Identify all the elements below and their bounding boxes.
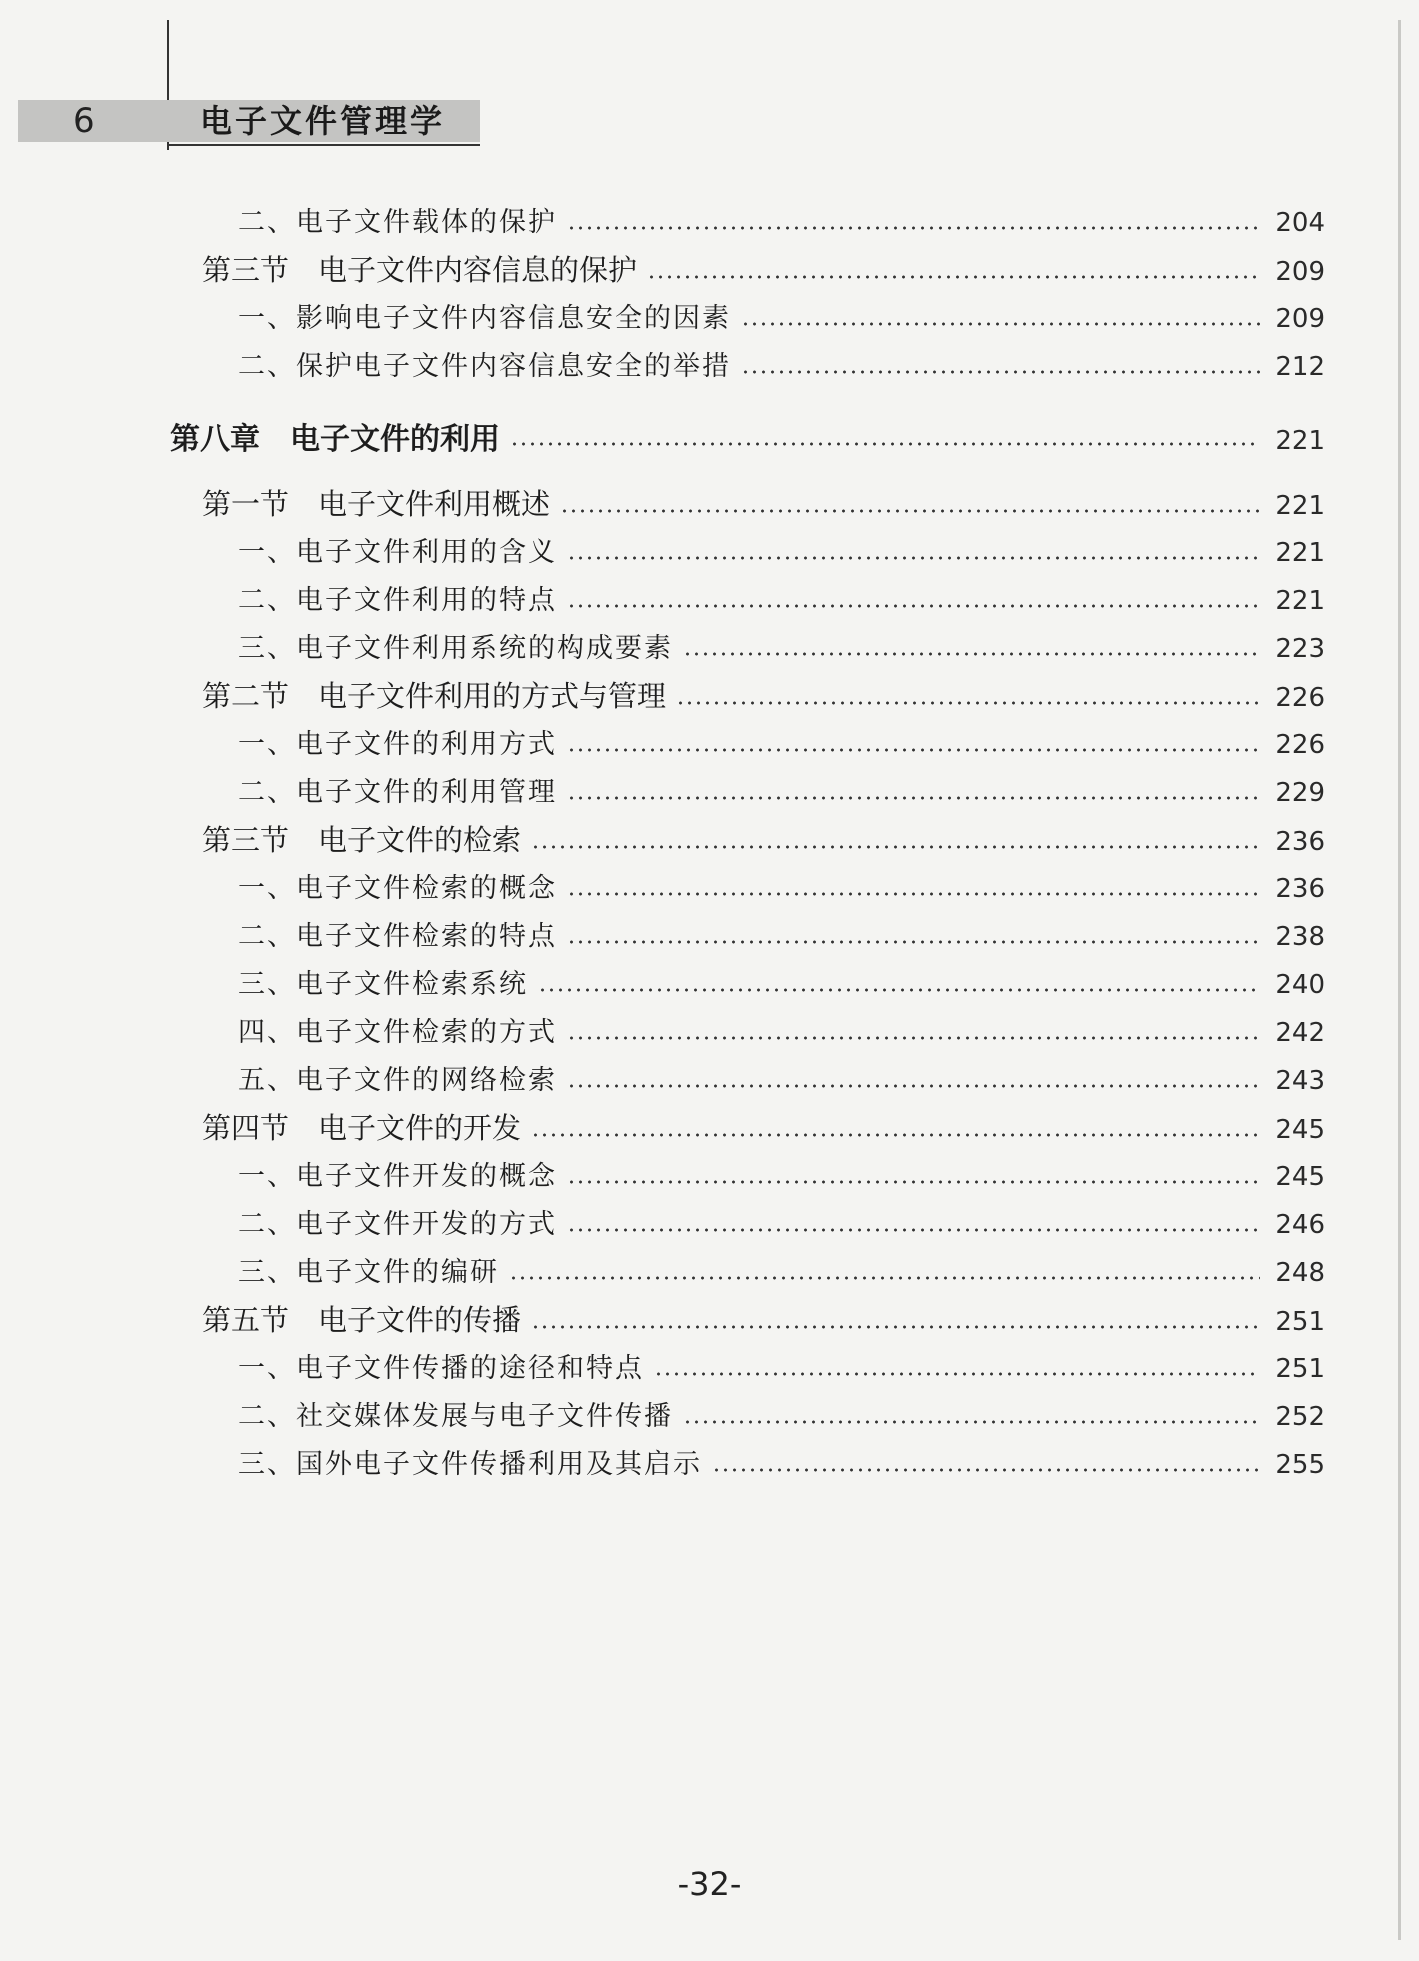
toc-entry-page: 236	[1275, 874, 1325, 904]
toc-leader-dots	[683, 652, 1260, 656]
toc-entry	[238, 626, 1325, 665]
toc-entry-page: 248	[1275, 1258, 1325, 1288]
toc-entry-title: 三、国外电子文件传播利用及其启示	[238, 1449, 702, 1480]
toc-entry	[238, 866, 1325, 905]
toc-leader-dots	[538, 988, 1260, 992]
toc-entry-page: 204	[1275, 208, 1325, 238]
toc-leader-dots	[741, 370, 1260, 374]
footer-page-label: -32-	[677, 1865, 742, 1903]
toc-entry-title: 第四节 电子文件的开发	[202, 1111, 522, 1145]
toc-entry	[202, 482, 1325, 523]
toc-entry-title: 二、电子文件载体的保护	[238, 207, 557, 238]
toc-entry	[238, 530, 1325, 569]
toc-entry-page: 209	[1275, 304, 1325, 334]
header-rule	[167, 144, 480, 146]
toc-entry	[238, 1442, 1325, 1481]
toc-entry-page: 246	[1275, 1210, 1325, 1240]
toc-entry-page: 242	[1275, 1018, 1325, 1048]
toc-entry-page: 251	[1275, 1354, 1325, 1384]
toc-entry-page: 236	[1275, 827, 1325, 857]
toc-entry	[202, 1106, 1325, 1147]
toc-entry-page: 221	[1275, 426, 1325, 456]
toc-entry	[170, 414, 1325, 458]
toc-entry-title: 三、电子文件检索系统	[238, 969, 528, 1000]
toc-entry	[238, 200, 1325, 239]
toc-entry-title: 第三节 电子文件的检索	[202, 823, 522, 857]
toc-entry-page: 221	[1275, 538, 1325, 568]
toc-leader-dots	[683, 1420, 1260, 1424]
toc-leader-dots	[567, 226, 1260, 230]
toc-entry-title: 二、电子文件开发的方式	[238, 1209, 557, 1240]
toc-entry-title: 第二节 电子文件利用的方式与管理	[202, 679, 667, 713]
toc-entry-title: 一、电子文件检索的概念	[238, 873, 557, 904]
toc-entry	[238, 1010, 1325, 1049]
toc-entry-page: 251	[1275, 1307, 1325, 1337]
toc-entry	[238, 722, 1325, 761]
toc-entry	[238, 1394, 1325, 1433]
toc-entry-title: 一、电子文件的利用方式	[238, 729, 557, 760]
toc-leader-dots	[567, 604, 1260, 608]
toc-entry-page: 221	[1275, 586, 1325, 616]
toc-leader-dots	[531, 1133, 1260, 1137]
toc-entry	[238, 296, 1325, 335]
toc-leader-dots	[567, 892, 1260, 896]
toc-entry-page: 226	[1275, 730, 1325, 760]
toc-entry-page: 255	[1275, 1450, 1325, 1480]
toc-leader-dots	[712, 1468, 1260, 1472]
toc-leader-dots	[509, 1276, 1260, 1280]
toc-entry	[238, 578, 1325, 617]
toc-leader-dots	[567, 940, 1260, 944]
toc-entry-page: 238	[1275, 922, 1325, 952]
toc-entry-title: 第五节 电子文件的传播	[202, 1303, 522, 1337]
toc-leader-dots	[510, 442, 1260, 446]
toc-entry-page: 240	[1275, 970, 1325, 1000]
toc-entry-page: 223	[1275, 634, 1325, 664]
toc-leader-dots	[560, 509, 1260, 513]
toc-entry	[238, 344, 1325, 383]
toc-entry-page: 252	[1275, 1402, 1325, 1432]
toc-leader-dots	[654, 1372, 1260, 1376]
toc-entry	[238, 1346, 1325, 1385]
toc-leader-dots	[647, 275, 1260, 279]
toc-entry-page: 243	[1275, 1066, 1325, 1096]
toc-entry-title: 一、影响电子文件内容信息安全的因素	[238, 303, 731, 334]
toc-entry	[238, 770, 1325, 809]
toc-leader-dots	[531, 1325, 1260, 1329]
toc-entry-page: 209	[1275, 257, 1325, 287]
toc-entry-title: 二、电子文件检索的特点	[238, 921, 557, 952]
toc-entry-title: 一、电子文件利用的含义	[238, 537, 557, 568]
toc-entry-title: 四、电子文件检索的方式	[238, 1017, 557, 1048]
header-page-number: 6	[73, 101, 95, 141]
toc-entry	[202, 674, 1325, 715]
toc-entry-title: 三、电子文件利用系统的构成要素	[238, 633, 673, 664]
toc-entry	[238, 1154, 1325, 1193]
toc-leader-dots	[567, 1084, 1260, 1088]
toc-entry	[238, 914, 1325, 953]
toc-leader-dots	[531, 845, 1260, 849]
toc-entry	[238, 1250, 1325, 1289]
toc-leader-dots	[741, 322, 1260, 326]
toc-entry-title: 第八章 电子文件的利用	[170, 422, 500, 457]
toc-leader-dots	[567, 796, 1260, 800]
toc-leader-dots	[567, 1228, 1260, 1232]
toc-leader-dots	[676, 701, 1260, 705]
toc-entry-title: 二、社交媒体发展与电子文件传播	[238, 1401, 673, 1432]
toc-entry-title: 一、电子文件传播的途径和特点	[238, 1353, 644, 1384]
toc-entry-page: 245	[1275, 1115, 1325, 1145]
toc-entry	[202, 1298, 1325, 1339]
toc-entry	[238, 962, 1325, 1001]
toc-entry	[202, 248, 1325, 289]
toc-entry	[238, 1202, 1325, 1241]
toc-entry-page: 221	[1275, 491, 1325, 521]
running-header	[18, 100, 480, 142]
toc-entry-title: 五、电子文件的网络检索	[238, 1065, 557, 1096]
toc-leader-dots	[567, 1180, 1260, 1184]
toc-entry-title: 一、电子文件开发的概念	[238, 1161, 557, 1192]
toc-entry-title: 三、电子文件的编研	[238, 1257, 499, 1288]
toc-entry-title: 二、电子文件的利用管理	[238, 777, 557, 808]
toc-leader-dots	[567, 556, 1260, 560]
toc-entry-page: 212	[1275, 352, 1325, 382]
toc-entry-title: 二、保护电子文件内容信息安全的举措	[238, 351, 731, 382]
toc-entry	[202, 818, 1325, 859]
toc-entry-page: 226	[1275, 683, 1325, 713]
toc-leader-dots	[567, 748, 1260, 752]
page-edge	[1398, 20, 1401, 1940]
toc-entry	[238, 1058, 1325, 1097]
toc-entry-page: 245	[1275, 1162, 1325, 1192]
toc-leader-dots	[567, 1036, 1260, 1040]
toc-entry-title: 二、电子文件利用的特点	[238, 585, 557, 616]
header-book-title: 电子文件管理学	[200, 102, 446, 140]
toc-entry-title: 第三节 电子文件内容信息的保护	[202, 253, 638, 287]
toc-entry-page: 229	[1275, 778, 1325, 808]
toc-entry-title: 第一节 电子文件利用概述	[202, 487, 551, 521]
